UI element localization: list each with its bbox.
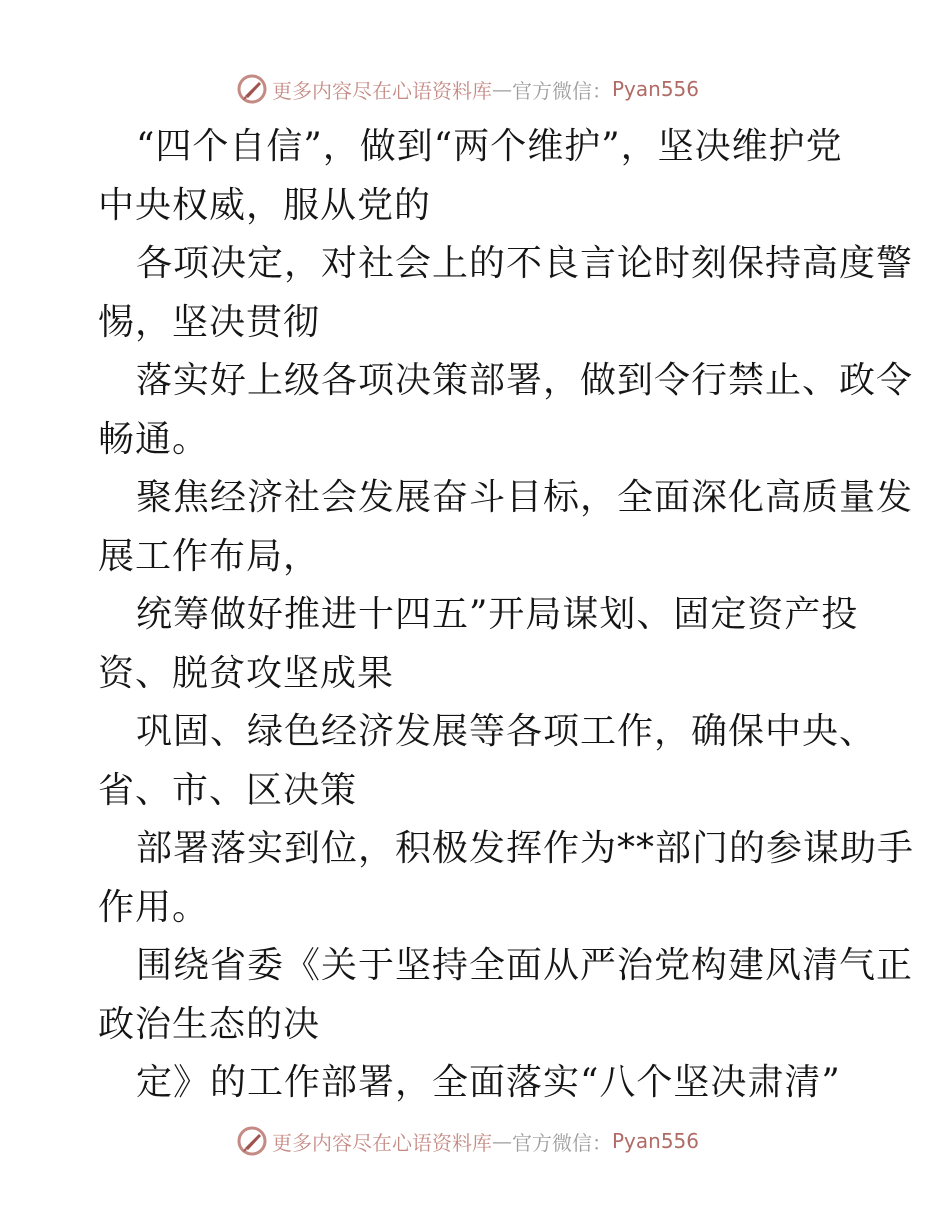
watermark-handle: Pyan556	[612, 1129, 700, 1153]
text-line: 巩固、绿色经济发展等各项工作，确保中央、	[136, 711, 877, 752]
footer-watermark	[236, 1124, 699, 1158]
text-line: 统筹做好推进十四五”开局谋划、固定资产投	[136, 594, 859, 635]
quill-circle-icon	[236, 73, 268, 105]
watermark-label: 官方微信：	[512, 78, 612, 103]
text-line: 资、脱贫攻坚成果	[98, 652, 395, 694]
text-line: 政治生态的决	[98, 1003, 321, 1045]
document-body	[98, 118, 915, 1113]
watermark-handle: Pyan556	[612, 77, 700, 101]
watermark-text: 更多内容尽在心语资料库	[272, 78, 492, 103]
watermark-dash: —	[492, 1129, 512, 1153]
quill-circle-icon	[236, 1125, 268, 1157]
text-line: 落实好上级各项决策部署，做到令行禁止、政令	[136, 360, 914, 401]
watermark-dash: —	[492, 77, 512, 101]
text-line: 省、市、区决策	[98, 769, 358, 811]
text-line: 惕，坚决贯彻	[98, 301, 321, 343]
text-line: “四个自信”，做到“两个维护”，坚决维护党	[136, 126, 843, 167]
header-watermark	[236, 72, 699, 106]
text-line: 作用。	[98, 886, 210, 928]
text-line: 定》的工作部署，全面落实“八个坚决肃清”	[136, 1062, 841, 1103]
text-line: 各项决定，对社会上的不良言论时刻保持高度警	[136, 243, 914, 284]
text-line: 展工作布局，	[98, 535, 321, 577]
text-line: 围绕省委《关于坚持全面从严治党构建风清气正	[136, 945, 914, 986]
watermark-label: 官方微信：	[512, 1130, 612, 1155]
text-line: 畅通。	[98, 418, 210, 460]
text-line: 聚焦经济社会发展奋斗目标，全面深化高质量发	[136, 477, 914, 518]
text-line: 部署落实到位，积极发挥作为**部门的参谋助手	[136, 828, 915, 869]
text-line: 中央权威，服从党的	[98, 184, 432, 226]
watermark-text: 更多内容尽在心语资料库	[272, 1130, 492, 1155]
